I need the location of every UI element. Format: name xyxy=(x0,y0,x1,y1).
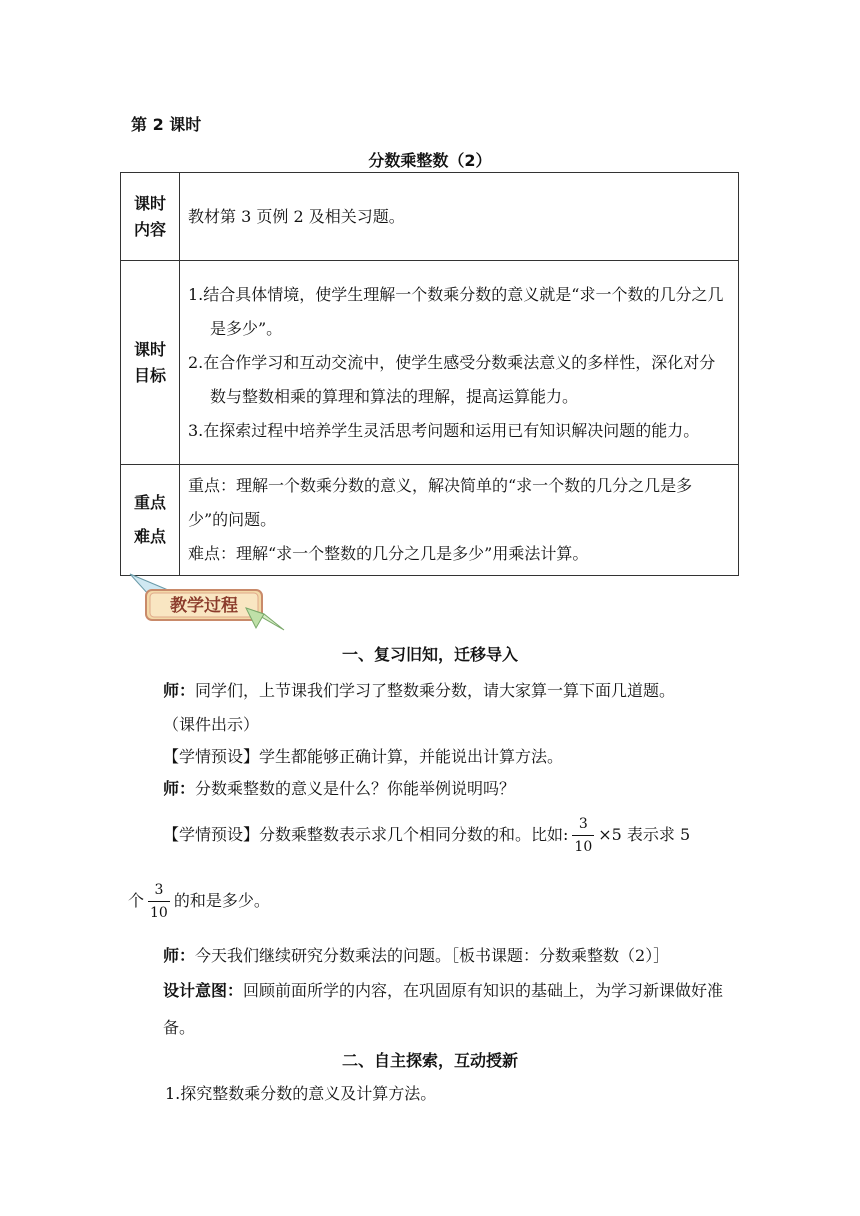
table-row-key xyxy=(121,465,739,576)
goal-item: 1.结合具体情境，使学生理解一个数乘分数的意义就是“求一个数的几分之几是多少”。 xyxy=(188,284,724,338)
speaker-label: 师： xyxy=(163,946,196,965)
speaker-label: 师： xyxy=(163,681,196,700)
key-head-line1: 重点 xyxy=(133,493,166,512)
key-cell xyxy=(180,465,739,576)
paragraph-text: 回顾前面所学的内容，在巩固原有知识的基础上，为学习新课做好准备。 xyxy=(163,981,724,1037)
design-intent-label: 设计意图： xyxy=(163,981,244,1000)
goal-item: 3.在探索过程中培养学生灵活思考问题和运用已有知识解决问题的能力。 xyxy=(188,420,700,440)
lesson-label: 第 2 课时 xyxy=(131,115,202,134)
goal-item: 2.在合作学习和互动交流中，使学生感受分数乘法意义的多样性，深化对分数与整数相乘的算理和算法的理解，提高运算能力。 xyxy=(188,352,716,406)
paragraph xyxy=(163,680,675,702)
paragraph-text: 分数乘整数的意义是什么？你能举例说明吗？ xyxy=(195,779,516,798)
paragraph-text: ×5 表示求 5 xyxy=(598,825,691,844)
goals-head-line2: 目标 xyxy=(133,365,166,385)
content-head-cell xyxy=(121,173,180,261)
paper-plane-icon xyxy=(246,608,284,630)
key-point: 重点：理解一个数乘分数的意义，解决简单的“求一个数的几分之几是多少”的问题。 xyxy=(188,476,693,529)
paragraph: （课件出示） xyxy=(163,715,260,734)
fraction-numerator: 3 xyxy=(578,816,588,832)
paragraph: 【学情预设】学生都能够正确计算，并能说出计算方法。 xyxy=(163,747,564,766)
goals-cell xyxy=(180,261,739,465)
section1-heading: 一、复习旧知，迁移导入 xyxy=(341,645,518,664)
table-row-goals xyxy=(121,261,739,465)
lesson-info-table xyxy=(120,172,739,576)
difficulty-point: 难点：理解“求一个整数的几分之几是多少”用乘法计算。 xyxy=(188,544,589,563)
teaching-process-banner xyxy=(128,568,288,640)
table-row-content xyxy=(121,173,739,261)
fraction-denominator: 10 xyxy=(572,835,594,856)
paragraph-text: 同学们，上节课我们学习了整数乘分数，请大家算一算下面几道题。 xyxy=(195,681,676,700)
banner-text: 教学过程 xyxy=(170,596,238,616)
goals-head-cell xyxy=(121,261,180,465)
speaker-label: 师： xyxy=(163,779,196,798)
paragraph xyxy=(163,778,515,800)
paragraph xyxy=(163,945,669,967)
paragraph: 1.探究整数乘分数的意义及计算方法。 xyxy=(165,1084,437,1103)
paragraph-text: 【学情预设】分数乘整数表示求几个相同分数的和。比如: xyxy=(163,825,569,844)
goals-head-line1: 课时 xyxy=(133,339,166,359)
paragraph xyxy=(163,815,690,856)
fraction-denominator: 10 xyxy=(148,901,170,922)
fraction xyxy=(572,815,594,856)
paragraph-text: 个 xyxy=(128,891,145,910)
paragraph-text: 今天我们继续研究分数乘法的问题。［板书课题：分数乘整数（2）］ xyxy=(195,946,670,965)
paragraph xyxy=(163,972,743,1046)
fraction xyxy=(148,881,170,922)
key-head-cell xyxy=(121,465,180,576)
paragraph-text: 的和是多少。 xyxy=(173,891,270,910)
paragraph xyxy=(128,881,270,922)
content-head-line2: 内容 xyxy=(133,219,166,239)
content-cell: 教材第 3 页例 2 及相关习题。 xyxy=(180,173,739,261)
section2-heading: 二、自主探索，互动授新 xyxy=(341,1051,518,1070)
fraction-numerator: 3 xyxy=(154,882,164,898)
key-head-line2: 难点 xyxy=(133,527,166,546)
content-head-line1: 课时 xyxy=(133,193,166,213)
page-title: 分数乘整数（2） xyxy=(368,151,492,170)
